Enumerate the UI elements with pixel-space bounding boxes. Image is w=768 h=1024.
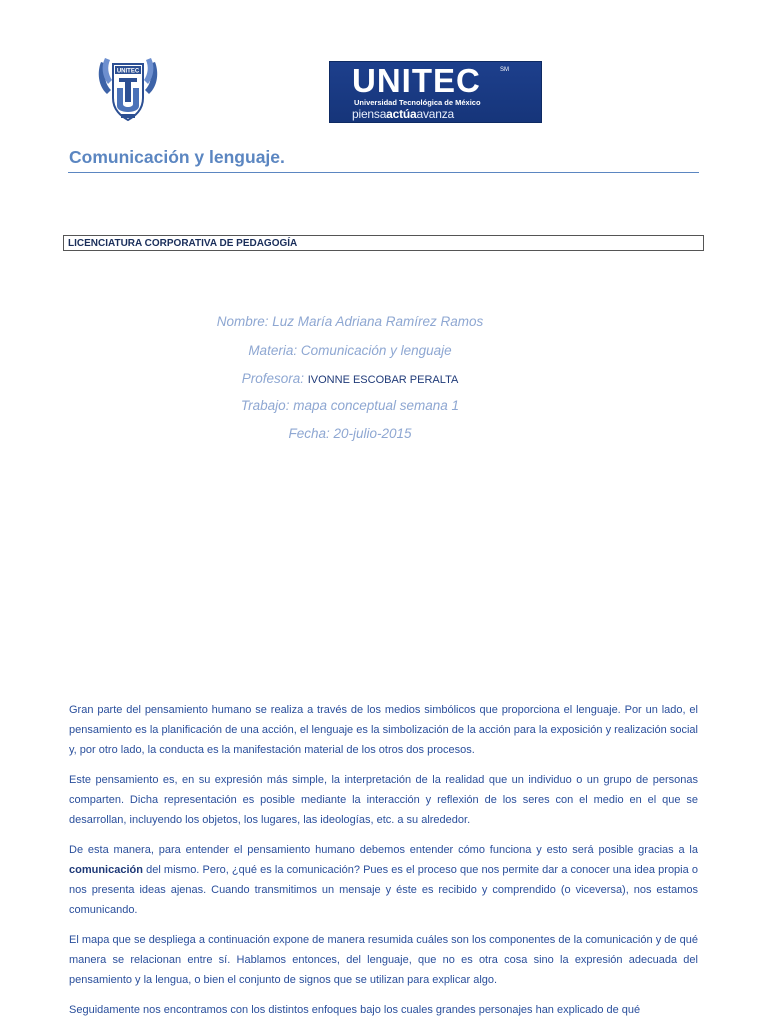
crest-icon xyxy=(95,52,161,124)
svg-text:UNITEC: UNITEC xyxy=(116,68,140,75)
paragraph-5: Seguidamente nos encontramos con los distintos enfoques bajo los cuales grandes personajes han explicado de qué xyxy=(69,1004,641,1016)
paragraph-3: De esta manera, para entender el pensamiento humano debemos entender cómo funciona y esto será posible gracias a la comunicación del mismo. Pero, ¿qué es la comunicación? Pues es el proceso que nos permite dar a conocer una idea propia o nos presenta ideas ajenas. Cuando transmitimos un mensaje y éste es recibido y comprendido (o viceversa), nos estamos comunicando. xyxy=(69,844,698,916)
service-mark: SM xyxy=(500,67,509,73)
paragraph-2: Este pensamiento es, en su expresión más simple, la interpretación de la realidad que un individuo o un grupo de personas comparten. Dicha representación es posible mediante la interacción y reflexión de los seres con el medio en el que se desarrollan, incluyendo los objetos, los lugares, las ideologías, etc. a su alrededor. xyxy=(69,774,698,826)
work-line: Trabajo: mapa conceptual semana 1 xyxy=(240,398,460,413)
subject-line: Materia: Comunicación y lenguaje xyxy=(248,343,452,358)
teacher-line: Profesora: IVONNE ESCOBAR PERALTA xyxy=(241,371,459,386)
brand-wordmark: UNITEC xyxy=(352,62,481,99)
unitec-brand-logo xyxy=(329,61,542,123)
paragraph-1: Gran parte del pensamiento humano se realiza a través de los medios simbólicos que proporciona el lenguaje. Por un lado, el pensamiento es la planificación de una acción, el lenguaje es la simbolización de la acción para la exposición y realización social y, por otro lado, la conducta es la manifestación material de los otros dos procesos. xyxy=(69,704,698,756)
brand-slogan: piensaactúaavanza xyxy=(352,107,455,121)
date-line: Fecha: 20-julio-2015 xyxy=(288,426,412,441)
title-divider xyxy=(68,172,699,173)
student-name: Nombre: Luz María Adriana Ramírez Ramos xyxy=(216,314,484,329)
brand-subtitle: Universidad Tecnológica de México xyxy=(354,98,481,107)
university-crest-logo xyxy=(95,52,161,124)
paragraph-4: El mapa que se despliega a continuación expone de manera resumida cuáles son los componentes de la comunicación y de qué manera se relacionan entre sí. Hablamos entonces, del lenguaje, que no es otra cosa sino la expresión adecuada del pensamiento y la lengua, o bien el conjunto de signos que se utilizan para explicar algo. xyxy=(69,934,698,986)
program-label: LICENCIATURA CORPORATIVA DE PEDAGOGÍA xyxy=(63,235,704,251)
page-title: Comunicación y lenguaje. xyxy=(69,147,285,167)
